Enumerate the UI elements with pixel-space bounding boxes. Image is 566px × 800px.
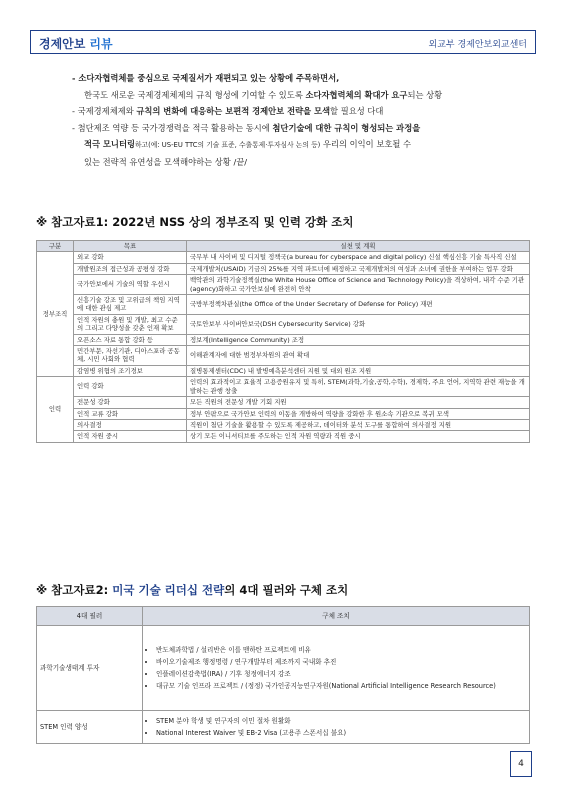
table1-plan: 국무부 내 사이버 및 디지털 정책국(a bureau for cyberspace and digital policy) 신설 핵심신흥 기술 특사직 신설 (187, 252, 530, 263)
table1-goal: 인력 강화 (74, 377, 187, 397)
table2-pillar: STEM 인력 양성 (37, 711, 143, 744)
table-row (37, 295, 530, 315)
body-line-post: 할 필요성 다대 (330, 106, 384, 116)
table1-goal: 인적 자원의 충원 및 개발, 최고 수준의 그리고 다양성을 갖춘 인재 확보 (74, 314, 187, 334)
table1-plan: 정부 안팎으로 국가안보 인력의 이동을 개방하여 역량을 강화한 후 원소속 기관으로 복귀 모색 (187, 408, 530, 419)
list-item: • 대규모 기술 인프라 프로젝트 / (정정) 국가인공지능연구자원(National Artificial Intelligence Research Resource) (156, 680, 526, 692)
table2-header-measures: 구체 조치 (143, 607, 530, 626)
body-line (40, 136, 530, 154)
ref2-table (36, 606, 530, 744)
body-line (40, 70, 530, 87)
body-line-bold: 첨단기술에 대한 규칙이 형성되는 과정을 (272, 122, 421, 133)
body-line-pre: - 첨단제조 역량 등 국가경쟁력을 적극 활용하는 동시에 (72, 122, 273, 133)
table-row (37, 263, 530, 274)
table-row (37, 334, 530, 345)
table-row (37, 419, 530, 430)
table1-plan: 백악관의 과학기술정책실(the White House Office of Science and Technology Policy)을 격상하여, 내각 수준 기관(agency)화하고 국가안보실에 완전히 안착 (187, 275, 530, 295)
table1-plan: 질병통제센터(CDC) 내 발병예측분석센터 지원 및 대외 원조 지원 (187, 365, 530, 376)
list-item: • 반도체과학법 / 설리반은 이를 맨하탄 프로젝트에 비유 (156, 644, 526, 656)
table-row (37, 397, 530, 408)
table-row (37, 626, 530, 711)
table1-goal: 민간부문, 자선기관, 디아스포라 공동체, 시민 사회와 협력 (74, 346, 187, 366)
table1-header-category: 구분 (37, 241, 74, 252)
body-line-bold: 적극 모니터링 (84, 139, 135, 149)
table-row (37, 275, 530, 295)
table1-goal: 전문성 강화 (74, 397, 187, 408)
body-line-bold: - 소다자협력체를 중심으로 국제질서가 재편되고 있는 상황에 주목하면서, (72, 73, 340, 83)
body-line-bold: 규칙의 변화에 대응하는 보편적 경제안보 전략을 모색 (136, 106, 331, 116)
ref1-title: ※ 참고자료1: 2022년 NSS 상의 정부조직 및 인력 강화 조치 (36, 215, 354, 229)
table-row (37, 346, 530, 366)
table2-pillar: 과학기술생태계 투자 (37, 626, 143, 711)
ref2-title: ※ 참고자료2: 미국 기술 리더십 전략의 4대 필러와 구체 조치 (36, 583, 349, 597)
ref1-table (36, 240, 530, 443)
list-item: • 바이오기술제조 행정명령 / 연구개발부터 제조까지 국내화 추진 (156, 656, 526, 668)
table1-plan: 직원이 첨단 기술을 활용할 수 있도록 제공하고, 데이터와 분석 도구를 통합하여 의사결정 지원 (187, 419, 530, 430)
list-item: • STEM 분야 학생 및 연구자의 이민 절차 원활화 (156, 715, 526, 727)
table1-header-goal: 목표 (74, 241, 187, 252)
list-item: • National Interest Waiver 및 EB-2 Visa (고용주 스폰서십 불요) (156, 727, 526, 739)
table-row (37, 365, 530, 376)
table1-plan: 상기 모든 이니셔티브를 주도하는 인적 자원 역량과 직원 중시 (187, 431, 530, 442)
table1-goal: 인적 자원 중시 (74, 431, 187, 442)
table1-goal: 오픈소스 자료 통합 강화 등 (74, 334, 187, 345)
body-line-bold: 소다자협력체의 확대가 요구 (305, 89, 408, 100)
table1-goal: 국가안보에서 기술의 역할 우선시 (74, 275, 187, 295)
table1-goal: 신흥기술 강조 및 고위급의 책임 지역에 대한 관심 제고 (74, 295, 187, 315)
table-row (37, 377, 530, 397)
table2-measures (143, 626, 530, 711)
table1-plan: 정보계(Intelligence Community) 조정 (187, 334, 530, 345)
table1-goal: 개발원조의 접근성과 공평성 강화 (74, 263, 187, 274)
table2-header-pillar: 4대 필러 (37, 607, 143, 626)
measures-list (146, 644, 526, 692)
table-row (37, 408, 530, 419)
list-item: • 인플레이션감축법(IRA) / 기후 청정에너지 강조 (156, 668, 526, 680)
table-row (37, 252, 530, 263)
ref2-title-highlight: 미국 기술 리더십 전략 (112, 583, 225, 597)
header-org: 외교부 경제안보외교센터 (428, 40, 527, 50)
body-line-pre: 있는 전략적 유연성을 모색해야하는 상황 /끝/ (84, 156, 248, 167)
table1-plan: 인력의 효과적이고 효율적 고용증원유지 및 특히, STEM(과학,기술,공학,수학), 경제학, 주요 언어, 지역학 관련 재능을 개발하는 관행 창출 (187, 377, 530, 397)
body-line (40, 103, 530, 120)
table2-measures (143, 711, 530, 744)
body-line-pre: 한국도 새로운 국제경제체제의 규칙 형성에 기여할 수 있도록 (84, 89, 306, 100)
table1-header-plan: 실천 및 계획 (187, 241, 530, 252)
table1-plan: 모든 직원의 전문성 개발 기회 지원 (187, 397, 530, 408)
body-line (40, 120, 530, 137)
table-row (37, 314, 530, 334)
table1-plan: 국제개발처(USAID) 기금의 25%를 지역 파트너에 배정하고 국제개발처의 여성과 소녀에 권한을 부여하는 업무 강화 (187, 263, 530, 274)
body-line-post: 우리의 이익이 보호될 수 (320, 139, 412, 149)
table1-category: 정부조직 (37, 252, 74, 377)
header-title-accent: 리뷰 (89, 37, 113, 51)
body-line-pre: - 국제경제체제와 (72, 106, 137, 116)
page-header (30, 30, 536, 54)
body-text (40, 70, 530, 170)
table1-plan: 국토안보부 사이버안보국(DSH Cybersecurity Service) 강화 (187, 314, 530, 334)
table-row (37, 431, 530, 442)
table1-category: 인력 (37, 377, 74, 442)
body-line-small: 하고(예: US-EU TTC의 기술 표준, 수출통제·투자심사 논의 등) (134, 141, 321, 149)
table-row (37, 711, 530, 744)
body-line (40, 154, 530, 171)
body-line (40, 87, 530, 104)
table1-goal: 감염병 위협의 조기경보 (74, 365, 187, 376)
table1-goal: 외교 강화 (74, 252, 187, 263)
table1-goal: 의사결정 (74, 419, 187, 430)
header-title: 경제안보 리뷰 (39, 37, 113, 51)
table1-plan: 이해관계자에 대한 범정부차원의 관여 확대 (187, 346, 530, 366)
page-number: 4 (510, 751, 532, 777)
table1-plan: 국방부정책차관실(the Office of the Under Secretary of Defense for Policy) 재편 (187, 295, 530, 315)
table1-goal: 인적 교류 강화 (74, 408, 187, 419)
measures-list (146, 715, 526, 739)
body-line-post: 되는 상황 (407, 89, 443, 100)
